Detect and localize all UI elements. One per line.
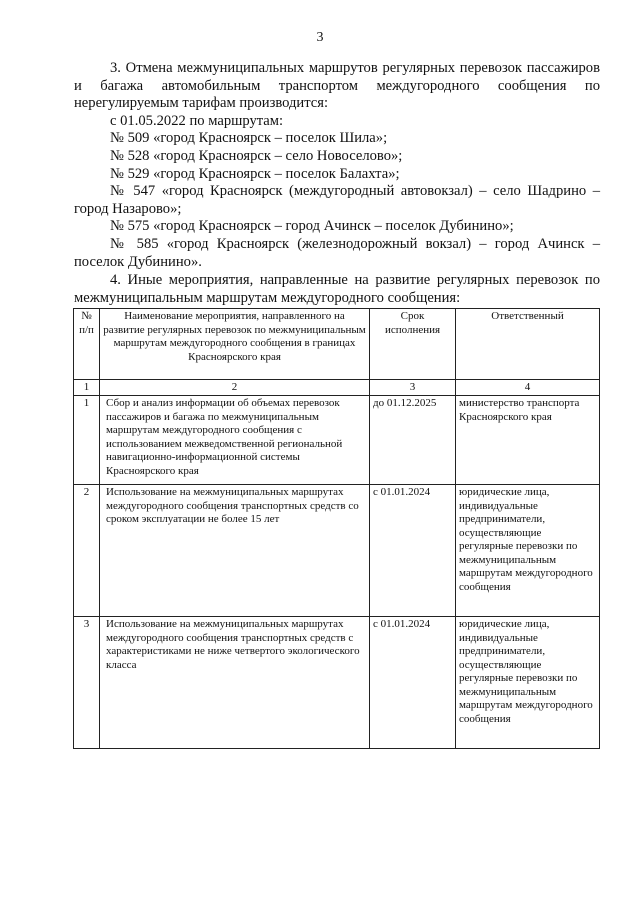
table-header-row <box>74 309 600 380</box>
measures-table <box>73 308 600 749</box>
row-responsible: юридические лица, индивидуальные предприниматели, осуществляющие регулярные перевозки по межмуниципальным маршрутам междугородного сообщения <box>456 617 600 749</box>
column-number: 2 <box>100 380 370 396</box>
table-row <box>74 617 600 749</box>
route-547: № 547 «город Красноярск (междугородный автовокзал) – село Шадрино – город Назарово»; <box>74 183 600 217</box>
row-deadline: с 01.01.2024 <box>370 485 456 617</box>
column-number: 3 <box>370 380 456 396</box>
section-3 <box>74 60 600 307</box>
row-num: 1 <box>74 396 100 485</box>
header-responsible: Ответственный <box>456 309 600 380</box>
row-name: Использование на межмуниципальных маршрутах междугородного сообщения транспортных средств со сроком эксплуатации не более 15 лет <box>100 485 370 617</box>
table-row <box>74 396 600 485</box>
route-575: № 575 «город Красноярск – город Ачинск – поселок Дубинино»; <box>110 218 514 235</box>
section-4-intro: 4. Иные мероприятия, направленные на развитие регулярных перевозок по межмуниципальным маршрутам междугородного сообщения: <box>74 272 600 306</box>
row-deadline: с 01.01.2024 <box>370 617 456 749</box>
row-name: Сбор и анализ информации об объемах перевозок пассажиров и багажа по межмуниципальным маршрутам междугородного сообщения с использованием межведомственной региональной навигационно-информационной системы Красноярского края <box>100 396 370 485</box>
row-responsible: министерство транспорта Красноярского края <box>456 396 600 485</box>
header-name: Наименование мероприятия, направленного на развитие регулярных перевозок по межмуниципальным маршрутам междугородного сообщения в границах Красноярского края <box>100 309 370 380</box>
table-row <box>74 485 600 617</box>
route-528: № 528 «город Красноярск – село Новоселово»; <box>110 147 403 164</box>
row-num: 3 <box>74 617 100 749</box>
row-deadline: до 01.12.2025 <box>370 396 456 485</box>
row-name: Использование на межмуниципальных маршрутах междугородного сообщения транспортных средств с характеристиками не ниже четвертого экологического класса <box>100 617 370 749</box>
section-3-date: с 01.05.2022 по маршрутам: <box>110 112 284 129</box>
column-number: 1 <box>74 380 100 396</box>
route-529: № 529 «город Красноярск – поселок Балахта»; <box>110 165 400 182</box>
row-responsible: юридические лица, индивидуальные предприниматели, осуществляющие регулярные перевозки по межмуниципальным маршрутам междугородного сообщения <box>456 485 600 617</box>
section-3-intro: 3. Отмена межмуниципальных маршрутов регулярных перевозок пассажиров и багажа автомобильным транспортом междугородного сообщения по нерегулируемым тарифам производится: <box>74 60 600 112</box>
row-num: 2 <box>74 485 100 617</box>
header-deadline: Срок исполнения <box>370 309 456 380</box>
column-number: 4 <box>456 380 600 396</box>
header-num: № п/п <box>74 309 100 380</box>
column-number-row <box>74 380 600 396</box>
page-number: 3 <box>316 30 324 45</box>
route-509: № 509 «город Красноярск – поселок Шила»; <box>110 130 388 147</box>
route-585: № 585 «город Красноярск (железнодорожный вокзал) – город Ачинск – поселок Дубинино». <box>74 235 600 270</box>
